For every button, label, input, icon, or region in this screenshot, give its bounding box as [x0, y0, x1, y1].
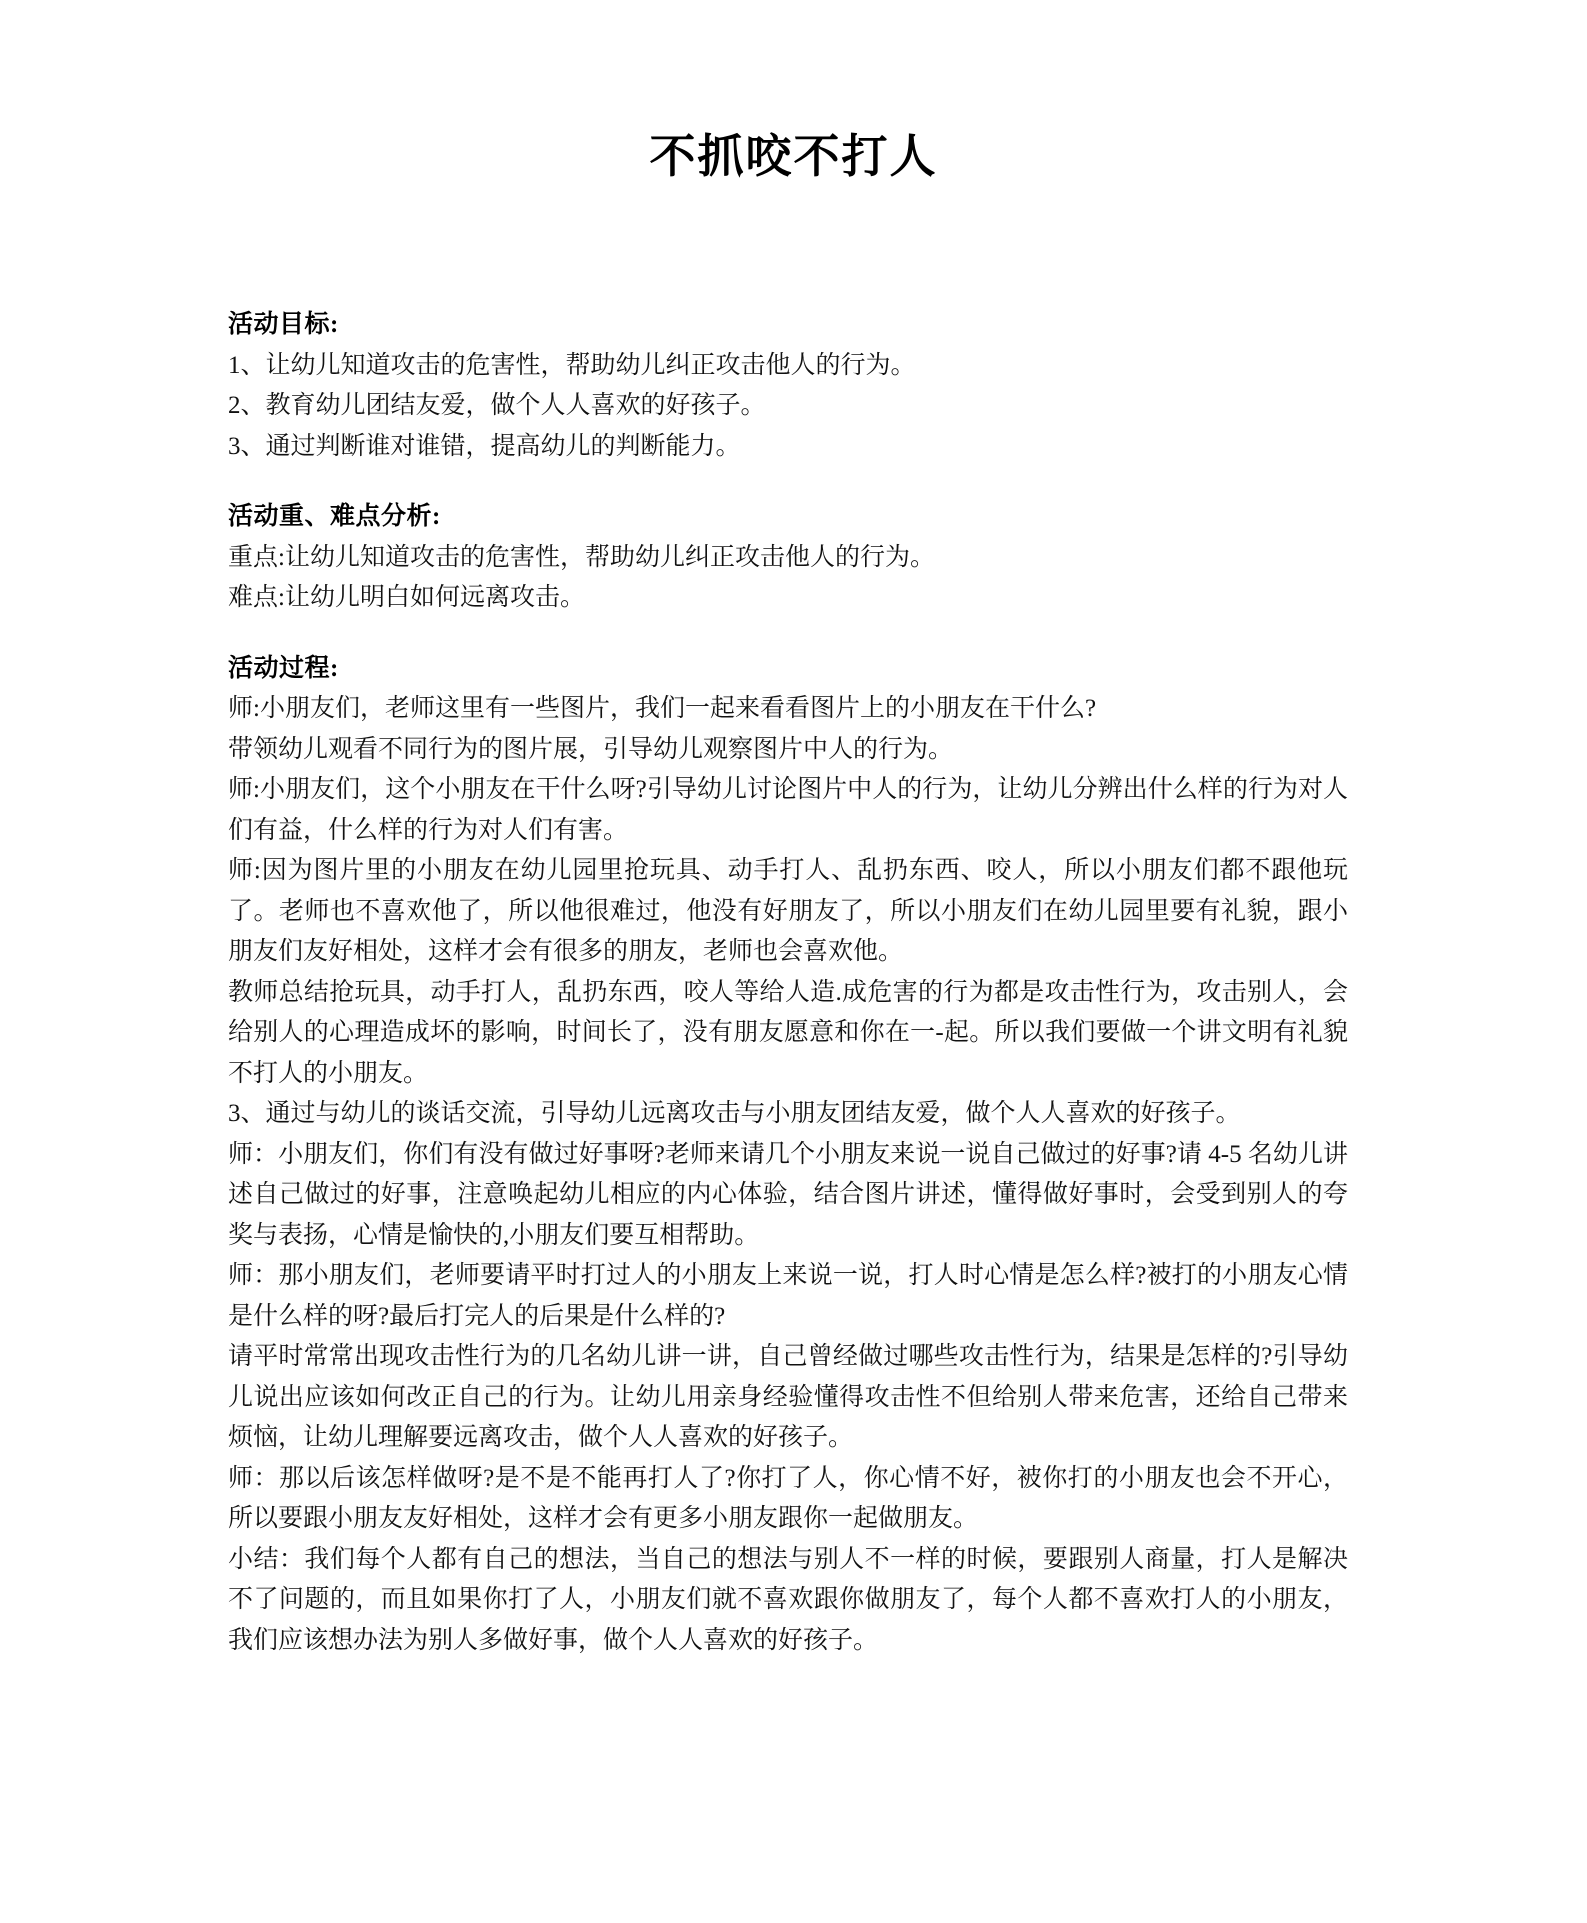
section-process — [228, 649, 1348, 1662]
section-heading-key-difficult-analysis: 活动重、难点分析: — [228, 503, 441, 530]
section-heading-process: 活动过程: — [228, 654, 339, 682]
paragraph: 师：那以后该怎样做呀?是不是不能再打人了?你打了人，你心情不好，被你打的小朋友也会不开心，所以要跟小朋友友好相处，这样才会有更多小朋友跟你一起做朋友。 — [228, 1464, 1348, 1532]
paragraph: 3、通过与幼儿的谈话交流，引导幼儿远离攻击与小朋友团结友爱，做个人人喜欢的好孩子。 — [228, 1100, 1241, 1127]
paragraph: 师：小朋友们，你们有没有做过好事呀?老师来请几个小朋友来说一说自己做过的好事?请 4-5 名幼儿讲述自己做过的好事，注意唤起幼儿相应的内心体验，结合图片讲述，懂得做好事时，会受到别人的夸奖与表扬，心情是愉快的,小朋友们要互相帮助。 — [228, 1140, 1348, 1249]
paragraph: 2、教育幼儿团结友爱，做个人人喜欢的好孩子。 — [228, 392, 766, 419]
paragraph: 小结：我们每个人都有自己的想法，当自己的想法与别人不一样的时候，要跟别人商量，打人是解决不了问题的，而且如果你打了人，小朋友们就不喜欢跟你做朋友了，每个人都不喜欢打人的小朋友，我们应该想办法为别人多做好事，做个人人喜欢的好孩子。 — [228, 1545, 1348, 1654]
paragraph: 师:小朋友们，这个小朋友在干什么呀?引导幼儿讨论图片中人的行为，让幼儿分辨出什么样的行为对人们有益，什么样的行为对人们有害。 — [228, 776, 1348, 844]
paragraph: 3、通过判断谁对谁错，提高幼儿的判断能力。 — [228, 432, 741, 460]
paragraph: 师:小朋友们，老师这里有一些图片，我们一起来看看图片上的小朋友在干什么? — [228, 695, 1097, 722]
document-body — [228, 305, 1348, 1661]
page-title: 不抓咬不打人 — [649, 131, 938, 182]
paragraph: 师:因为图片里的小朋友在幼儿园里抢玩具、动手打人、乱扔东西、咬人，所以小朋友们都不跟他玩了。老师也不喜欢他了，所以他很难过，他没有好朋友了，所以小朋友们在幼儿园里要有礼貌，跟小朋友们友好相处，这样才会有很多的朋友，老师也会喜欢他。 — [228, 857, 1348, 965]
section-objectives — [228, 305, 1348, 467]
section-key-difficult-analysis — [228, 497, 1348, 619]
paragraph: 难点:让幼儿明白如何远离攻击。 — [228, 584, 585, 611]
section-heading-objectives: 活动目标: — [228, 311, 339, 338]
paragraph: 教师总结抢玩具，动手打人，乱扔东西，咬人等给人造.成危害的行为都是攻击性行为，攻击别人，会给别人的心理造成坏的影响，时间长了，没有朋友愿意和你在一-起。所以我们要做一个讲文明有礼貌不打人的小朋友。 — [228, 978, 1348, 1087]
paragraph: 1、让幼儿知道攻击的危害性，帮助幼儿纠正攻击他人的行为。 — [228, 351, 916, 379]
paragraph: 重点:让幼儿知道攻击的危害性，帮助幼儿纠正攻击他人的行为。 — [228, 543, 935, 571]
paragraph: 师：那小朋友们，老师要请平时打过人的小朋友上来说一说，打人时心情是怎么样?被打的小朋友心情是什么样的呀?最后打完人的后果是什么样的? — [228, 1262, 1348, 1330]
paragraph: 带领幼儿观看不同行为的图片展，引导幼儿观察图片中人的行为。 — [228, 735, 954, 763]
paragraph: 请平时常常出现攻击性行为的几名幼儿讲一讲，自己曾经做过哪些攻击性行为，结果是怎样的?引导幼儿说出应该如何改正自己的行为。让幼儿用亲身经验懂得攻击性不但给别人带来危害，还给自己带来烦恼，让幼儿理解要远离攻击，做个人人喜欢的好孩子。 — [228, 1343, 1348, 1451]
